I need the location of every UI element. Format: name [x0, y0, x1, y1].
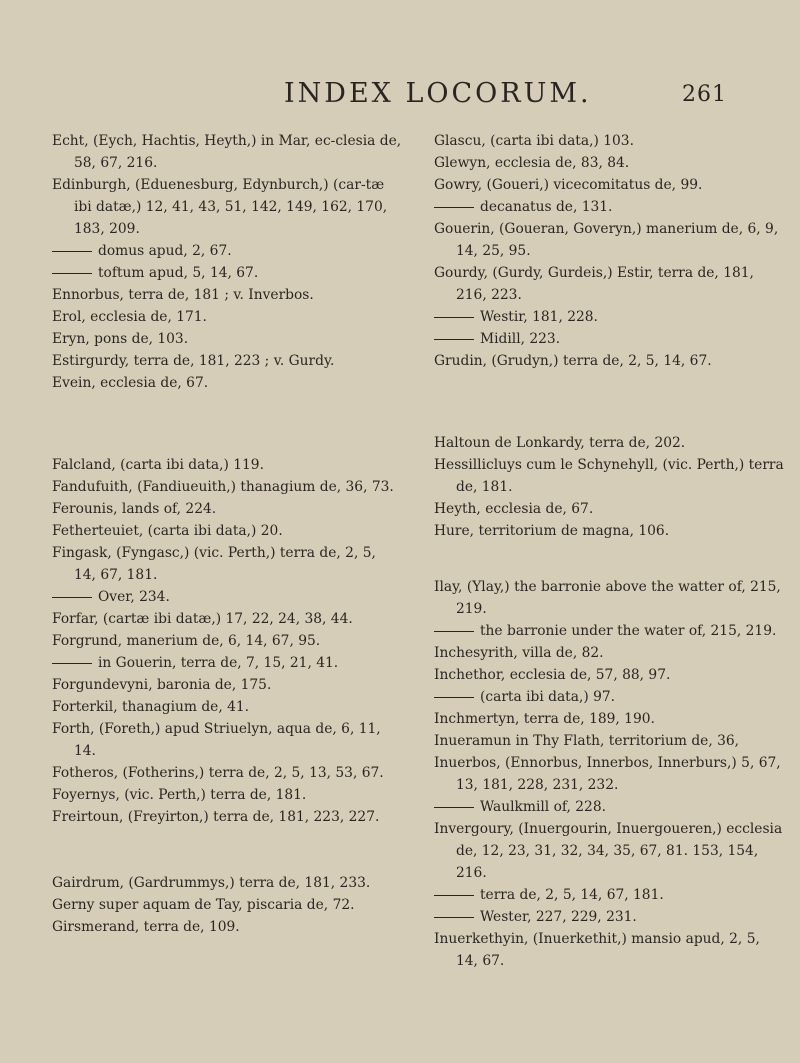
entry-text: Grudin, (Grudyn,) terra de, 2, 5, 14, 67.: [434, 353, 712, 369]
entry-text: Estirgurdy, terra de, 181, 223 ; v. Gurdy.: [52, 353, 335, 369]
index-subentry: [52, 262, 402, 284]
entry-text: Fandufuith, (Fandiueuith,) thanagium de, 36, 73.: [52, 479, 394, 495]
section-gap: [434, 372, 784, 432]
index-entry: [434, 130, 784, 152]
index-entry: [52, 916, 402, 938]
section-gap: [434, 542, 784, 576]
ditto-dash: [52, 273, 92, 274]
index-subentry: [52, 652, 402, 674]
entry-text: Inuerbos, (Ennorbus, Innerbos, Innerburs,) 5, 67, 13, 181, 228, 231, 232.: [434, 755, 786, 793]
entry-text: Edinburgh, (Eduenesburg, Edynburch,) (car-tæ ibi datæ,) 12, 41, 43, 51, 142, 149, 162, 170, 183, 209.: [52, 177, 392, 237]
page-header: [0, 78, 800, 118]
entry-text: Inchethor, ecclesia de, 57, 88, 97.: [434, 667, 671, 683]
entry-text: Forgrund, manerium de, 6, 14, 67, 95.: [52, 633, 321, 649]
index-entry: [52, 520, 402, 542]
index-subentry: [52, 586, 402, 608]
section-gap: [52, 828, 402, 872]
entry-text: Gairdrum, (Gardrummys,) terra de, 181, 233.: [52, 875, 371, 891]
ditto-dash: [52, 251, 92, 252]
entry-text: Evein, ecclesia de, 67.: [52, 375, 209, 391]
index-entry: [434, 262, 784, 306]
entry-text: Midill, 223.: [480, 331, 561, 347]
index-entry: [434, 152, 784, 174]
entry-text: Gerny super aquam de Tay, piscaria de, 72.: [52, 897, 355, 913]
left-column: [52, 130, 406, 938]
entry-text: Fotheros, (Fotherins,) terra de, 2, 5, 13, 53, 67.: [52, 765, 384, 781]
index-entry: [52, 372, 402, 394]
entry-text: decanatus de, 131.: [480, 199, 613, 215]
index-entry: [52, 306, 402, 328]
entry-text: Girsmerand, terra de, 109.: [52, 919, 240, 935]
entry-text: Westir, 181, 228.: [480, 309, 598, 325]
entry-text: Eryn, pons de, 103.: [52, 331, 189, 347]
entry-text: Falcland, (carta ibi data,) 119.: [52, 457, 264, 473]
entry-text: Heyth, ecclesia de, 67.: [434, 501, 594, 517]
page-title: INDEX LOCORUM.: [284, 78, 592, 109]
section-gap: [52, 394, 402, 454]
index-entry: [434, 642, 784, 664]
ditto-dash: [434, 917, 474, 918]
entry-text: Haltoun de Lonkardy, terra de, 202.: [434, 435, 686, 451]
entry-text: Hessillicluys cum le Schynehyll, (vic. Perth,) terra de, 181.: [434, 457, 789, 495]
entry-text: the barronie under the water of, 215, 219.: [480, 623, 777, 639]
entry-text: Waulkmill of, 228.: [480, 799, 606, 815]
index-entry: [434, 752, 784, 796]
entry-text: Hure, territorium de magna, 106.: [434, 523, 670, 539]
index-entry: [52, 806, 402, 828]
index-entry: [434, 664, 784, 686]
ditto-dash: [434, 317, 474, 318]
ditto-dash: [434, 807, 474, 808]
index-entry: [434, 432, 784, 454]
index-entry: [52, 784, 402, 806]
index-entry: [52, 696, 402, 718]
index-subentry: [434, 328, 784, 350]
index-entry: [434, 928, 784, 972]
entry-text: Forfar, (cartæ ibi datæ,) 17, 22, 24, 38, 44.: [52, 611, 353, 627]
index-entry: [52, 328, 402, 350]
index-subentry: [434, 306, 784, 328]
entry-text: (carta ibi data,) 97.: [480, 689, 616, 705]
entry-text: Ferounis, lands of, 224.: [52, 501, 217, 517]
page-number: 261: [682, 82, 727, 107]
entry-text: domus apud, 2, 67.: [98, 243, 232, 259]
index-entry: [52, 894, 402, 916]
right-column: [434, 130, 789, 972]
index-entry: [52, 872, 402, 894]
index-subentry: [434, 686, 784, 708]
entry-text: Freirtoun, (Freyirton,) terra de, 181, 223, 227.: [52, 809, 380, 825]
index-entry: [52, 630, 402, 652]
entry-text: Echt, (Eych, Hachtis, Heyth,) in Mar, ec-clesia de, 58, 67, 216.: [52, 133, 406, 171]
index-entry: [434, 350, 784, 372]
entry-text: Ennorbus, terra de, 181 ; v. Inverbos.: [52, 287, 314, 303]
entry-text: terra de, 2, 5, 14, 67, 181.: [480, 887, 664, 903]
entry-text: in Gouerin, terra de, 7, 15, 21, 41.: [98, 655, 339, 671]
index-subentry: [434, 906, 784, 928]
entry-text: Forth, (Foreth,) apud Striuelyn, aqua de, 6, 11, 14.: [52, 721, 386, 759]
ditto-dash: [434, 339, 474, 340]
index-subentry: [434, 620, 784, 642]
entry-text: toftum apud, 5, 14, 67.: [98, 265, 259, 281]
index-entry: [434, 576, 784, 620]
entry-text: Fetherteuiet, (carta ibi data,) 20.: [52, 523, 283, 539]
entry-text: Fingask, (Fyngasc,) (vic. Perth,) terra de, 2, 5, 14, 67, 181.: [52, 545, 381, 583]
index-entry: [434, 818, 787, 884]
index-entry: [434, 498, 784, 520]
index-entry: [52, 608, 402, 630]
entry-text: Inchesyrith, villa de, 82.: [434, 645, 604, 661]
index-entry: [434, 218, 784, 262]
entry-text: Foyernys, (vic. Perth,) terra de, 181.: [52, 787, 307, 803]
entry-text: Erol, ecclesia de, 171.: [52, 309, 207, 325]
index-entry: [52, 498, 402, 520]
index-subentry: [434, 884, 784, 906]
entry-text: Ilay, (Ylay,) the barronie above the watter of, 215, 219.: [434, 579, 786, 617]
entry-text: Invergoury, (Inuergourin, Inuergoueren,) ecclesia de, 12, 23, 31, 32, 34, 35, 67, 81. 153, 154, 216.: [434, 821, 787, 881]
index-entry: [434, 708, 784, 730]
index-entry: [434, 454, 789, 498]
ditto-dash: [52, 663, 92, 664]
ditto-dash: [52, 597, 92, 598]
index-subentry: [52, 240, 402, 262]
entry-text: Glewyn, ecclesia de, 83, 84.: [434, 155, 630, 171]
entry-text: Gouerin, (Goueran, Goveryn,) manerium de, 6, 9, 14, 25, 95.: [434, 221, 783, 259]
index-subentry: [434, 196, 784, 218]
entry-text: Forterkil, thanagium de, 41.: [52, 699, 250, 715]
entry-text: Over, 234.: [98, 589, 170, 605]
index-entry: [52, 454, 402, 476]
index-entry: [52, 762, 402, 784]
index-entry: [52, 174, 402, 240]
entry-text: Gowry, (Goueri,) vicecomitatus de, 99.: [434, 177, 703, 193]
entry-text: Inuerkethyin, (Inuerkethit,) mansio apud, 2, 5, 14, 67.: [434, 931, 765, 969]
index-entry: [52, 350, 402, 372]
index-entry: [52, 718, 402, 762]
index-subentry: [434, 796, 784, 818]
index-entry: [52, 476, 402, 498]
entry-text: Glascu, (carta ibi data,) 103.: [434, 133, 634, 149]
ditto-dash: [434, 207, 474, 208]
index-entry: [434, 520, 784, 542]
entry-text: Inueramun in Thy Flath, territorium de, 36,: [434, 733, 740, 749]
entry-text: Gourdy, (Gurdy, Gurdeis,) Estir, terra de, 181, 216, 223.: [434, 265, 759, 303]
index-entry: [52, 542, 402, 586]
index-entry: [52, 674, 402, 696]
index-entry: [434, 730, 784, 752]
ditto-dash: [434, 895, 474, 896]
entry-text: Forgundevyni, baronia de, 175.: [52, 677, 272, 693]
index-entry: [52, 130, 406, 174]
index-entry: [434, 174, 784, 196]
ditto-dash: [434, 631, 474, 632]
entry-text: Wester, 227, 229, 231.: [480, 909, 637, 925]
ditto-dash: [434, 697, 474, 698]
entry-text: Inchmertyn, terra de, 189, 190.: [434, 711, 655, 727]
index-entry: [52, 284, 402, 306]
